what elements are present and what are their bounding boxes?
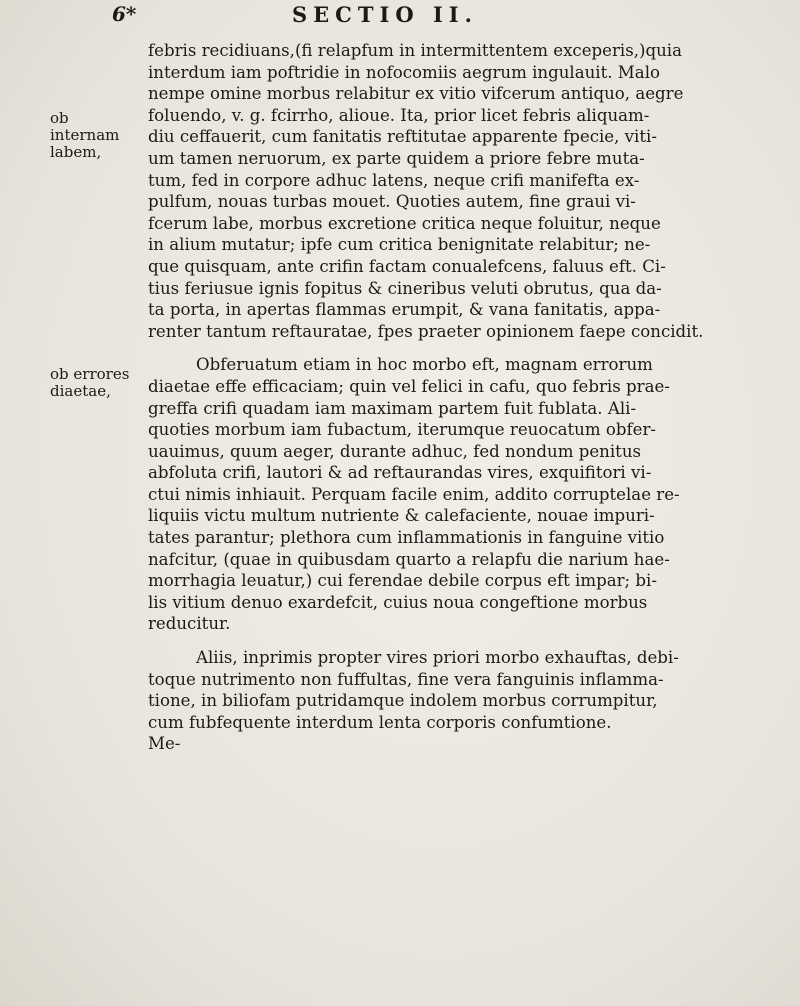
text-line: foluendo, v. g. fcirrho, alioue. Ita, prior licet febris aliquam- xyxy=(148,105,650,125)
text-line: greffa crifi quadam iam maximam partem fuit fublata. Ali- xyxy=(148,398,637,418)
text-line: nempe omine morbus relabitur ex vitio vifcerum antiquo, aegre xyxy=(148,84,684,104)
text-line: interdum iam poftridie in nofocomiis aegrum ingulauit. Malo xyxy=(148,62,660,82)
page-number: 6* xyxy=(112,2,137,26)
text-line: fcerum labe, morbus excretione critica neque foluitur, neque xyxy=(148,213,661,233)
text-line: lis vitium denuo exardefcit, cuius noua congeftione morbus xyxy=(148,592,648,612)
text-line: um tamen neruorum, ex parte quidem a priore febre muta- xyxy=(148,148,645,168)
text-line: febris recidiuans,(fi relapfum in intermittentem exceperis,)quia xyxy=(148,41,682,60)
text-line: cum fubfequente interdum lenta corporis confumtione. xyxy=(148,712,612,732)
text-line: morrhagia leuatur,) cui ferendae debile corpus eft impar; bi- xyxy=(148,571,657,591)
text-line: quoties morbum iam fubactum, iterumque reuocatum obfer- xyxy=(148,420,656,440)
text-line: tione, in biliofam putridamque indolem morbus corrumpitur, xyxy=(148,691,658,711)
catchword: Me- xyxy=(148,734,181,754)
text-line: Obferuatum etiam in hoc morbo eft, magnam errorum xyxy=(196,355,653,375)
text-line: ta porta, in apertas flammas erumpit, & vana fanitatis, appa- xyxy=(148,300,661,320)
text-line: liquiis victu multum nutriente & calefaciente, nouae impuri- xyxy=(148,506,655,526)
text-line: abfoluta crifi, lautori & ad reftaurandas vires, exquifitori vi- xyxy=(148,463,652,483)
text-line: tates parantur; plethora cum inflammationis in fanguine vitio xyxy=(148,528,665,548)
text-line: in alium mutatur; ipfe cum critica benignitate relabitur; ne- xyxy=(148,235,651,255)
running-head: SECTIO II. xyxy=(292,2,478,27)
paragraph-3 xyxy=(148,647,766,733)
text-line: tius feriusue ignis fopitus & cineribus veluti obrutus, qua da- xyxy=(148,278,662,298)
text-line: reducitur. xyxy=(148,614,231,634)
text-line: Aliis, inprimis propter vires priori morbo exhauftas, debi- xyxy=(196,648,679,668)
text-line: que quisquam, ante crifin factam conualefcens, faluus eft. Ci- xyxy=(148,256,666,276)
text-line: ctui nimis inhiauit. Perquam facile enim, addito corruptelae re- xyxy=(148,484,680,504)
text-line: diaetae effe efficaciam; quin vel felici in cafu, quo febris prae- xyxy=(148,376,670,396)
text-line: uauimus, quum aeger, durante adhuc, fed nondum penitus xyxy=(148,441,642,461)
text-line: diu ceffauerit, cum fanitatis reftitutae apparente fpecie, viti- xyxy=(148,127,657,147)
text-line: nafcitur, (quae in quibusdam quarto a relapfu die narium hae- xyxy=(148,549,670,569)
text-line: pulfum, nouas turbas mouet. Quoties autem, fine graui vi- xyxy=(148,192,636,212)
body-text xyxy=(148,40,766,755)
text-line: tum, fed in corpore adhuc latens, neque crifi manifefta ex- xyxy=(148,170,640,190)
text-line: renter tantum reftauratae, fpes praeter opinionem faepe concidit. xyxy=(148,321,704,341)
text-line: toque nutrimento non fuffultas, fine vera fanguinis inflamma- xyxy=(148,669,664,689)
margin-note-internal-lesion: ob internam labem, xyxy=(50,109,120,161)
paragraph-2 xyxy=(148,354,766,635)
paragraph-1 xyxy=(148,40,766,342)
page-header xyxy=(0,0,800,40)
margin-note-diet-errors: ob errores diaetae, xyxy=(50,365,130,400)
